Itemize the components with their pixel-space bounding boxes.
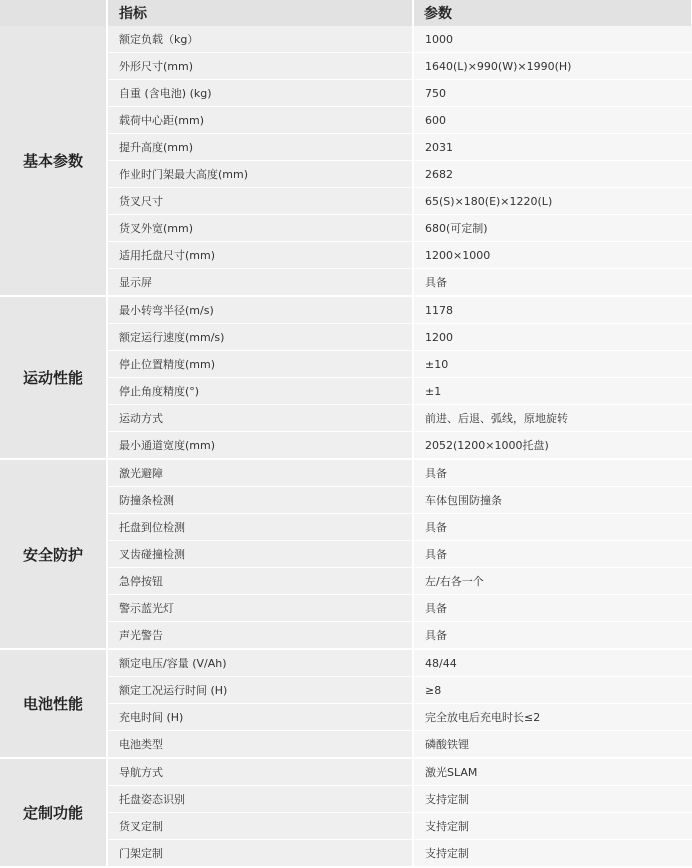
category-label: 电池性能 bbox=[0, 649, 107, 758]
indicator-name: 显示屏 bbox=[107, 269, 413, 297]
indicator-name: 货叉外宽(mm) bbox=[107, 215, 413, 242]
parameter-value: 1200 bbox=[413, 324, 692, 351]
indicator-name: 托盘到位检测 bbox=[107, 514, 413, 541]
category-label: 运动性能 bbox=[0, 296, 107, 459]
indicator-name: 提升高度(mm) bbox=[107, 134, 413, 161]
indicator-name: 充电时间 (H) bbox=[107, 704, 413, 731]
parameter-value: 具备 bbox=[413, 541, 692, 568]
table-row bbox=[0, 296, 692, 324]
parameter-value: ≥8 bbox=[413, 677, 692, 704]
category-label: 基本参数 bbox=[0, 26, 107, 296]
parameter-value: 完全放电后充电时长≤2 bbox=[413, 704, 692, 731]
indicator-name: 最小通道宽度(mm) bbox=[107, 432, 413, 460]
category-label: 定制功能 bbox=[0, 758, 107, 867]
indicator-name: 激光避障 bbox=[107, 459, 413, 487]
indicator-name: 急停按钮 bbox=[107, 568, 413, 595]
parameter-value: 支持定制 bbox=[413, 813, 692, 840]
parameter-value: 1200×1000 bbox=[413, 242, 692, 269]
indicator-name: 托盘姿态识别 bbox=[107, 786, 413, 813]
indicator-name: 额定电压/容量 (V/Ah) bbox=[107, 649, 413, 677]
table-row bbox=[0, 459, 692, 487]
parameter-value: 65(S)×180(E)×1220(L) bbox=[413, 188, 692, 215]
parameter-value: 磷酸铁锂 bbox=[413, 731, 692, 759]
spec-table-body bbox=[0, 26, 692, 867]
indicator-name: 外形尺寸(mm) bbox=[107, 53, 413, 80]
parameter-value: 支持定制 bbox=[413, 786, 692, 813]
indicator-name: 载荷中心距(mm) bbox=[107, 107, 413, 134]
header-category-cell bbox=[0, 0, 107, 26]
parameter-value: 具备 bbox=[413, 595, 692, 622]
parameter-value: 2682 bbox=[413, 161, 692, 188]
parameter-value: 左/右各一个 bbox=[413, 568, 692, 595]
indicator-name: 导航方式 bbox=[107, 758, 413, 786]
parameter-value: 支持定制 bbox=[413, 840, 692, 868]
indicator-name: 额定工况运行时间 (H) bbox=[107, 677, 413, 704]
indicator-name: 自重 (含电池) (kg) bbox=[107, 80, 413, 107]
parameter-value: 前进、后退、弧线，原地旋转 bbox=[413, 405, 692, 432]
indicator-name: 警示蓝光灯 bbox=[107, 595, 413, 622]
parameter-value: ±1 bbox=[413, 378, 692, 405]
parameter-value: 具备 bbox=[413, 514, 692, 541]
indicator-name: 额定负载（kg） bbox=[107, 26, 413, 53]
parameter-value: 680(可定制) bbox=[413, 215, 692, 242]
parameter-value: 600 bbox=[413, 107, 692, 134]
table-header-row bbox=[0, 0, 692, 26]
table-row bbox=[0, 649, 692, 677]
parameter-value: 750 bbox=[413, 80, 692, 107]
header-parameter: 参数 bbox=[413, 0, 692, 26]
indicator-name: 门架定制 bbox=[107, 840, 413, 868]
indicator-name: 声光警告 bbox=[107, 622, 413, 650]
indicator-name: 适用托盘尺寸(mm) bbox=[107, 242, 413, 269]
indicator-name: 运动方式 bbox=[107, 405, 413, 432]
indicator-name: 停止角度精度(°) bbox=[107, 378, 413, 405]
parameter-value: 2052(1200×1000托盘) bbox=[413, 432, 692, 460]
indicator-name: 电池类型 bbox=[107, 731, 413, 759]
indicator-name: 叉齿碰撞检测 bbox=[107, 541, 413, 568]
parameter-value: 1178 bbox=[413, 296, 692, 324]
indicator-name: 货叉尺寸 bbox=[107, 188, 413, 215]
indicator-name: 货叉定制 bbox=[107, 813, 413, 840]
category-label: 安全防护 bbox=[0, 459, 107, 649]
table-row bbox=[0, 758, 692, 786]
parameter-value: 具备 bbox=[413, 269, 692, 297]
indicator-name: 最小转弯半径(m/s) bbox=[107, 296, 413, 324]
indicator-name: 停止位置精度(mm) bbox=[107, 351, 413, 378]
parameter-value: 2031 bbox=[413, 134, 692, 161]
parameter-value: 具备 bbox=[413, 459, 692, 487]
parameter-value: 具备 bbox=[413, 622, 692, 650]
indicator-name: 额定运行速度(mm/s) bbox=[107, 324, 413, 351]
header-indicator: 指标 bbox=[107, 0, 413, 26]
parameter-value: ±10 bbox=[413, 351, 692, 378]
table-row bbox=[0, 26, 692, 53]
parameter-value: 激光SLAM bbox=[413, 758, 692, 786]
parameter-value: 1000 bbox=[413, 26, 692, 53]
parameter-value: 车体包围防撞条 bbox=[413, 487, 692, 514]
indicator-name: 防撞条检测 bbox=[107, 487, 413, 514]
parameter-value: 48/44 bbox=[413, 649, 692, 677]
parameter-value: 1640(L)×990(W)×1990(H) bbox=[413, 53, 692, 80]
indicator-name: 作业时门架最大高度(mm) bbox=[107, 161, 413, 188]
